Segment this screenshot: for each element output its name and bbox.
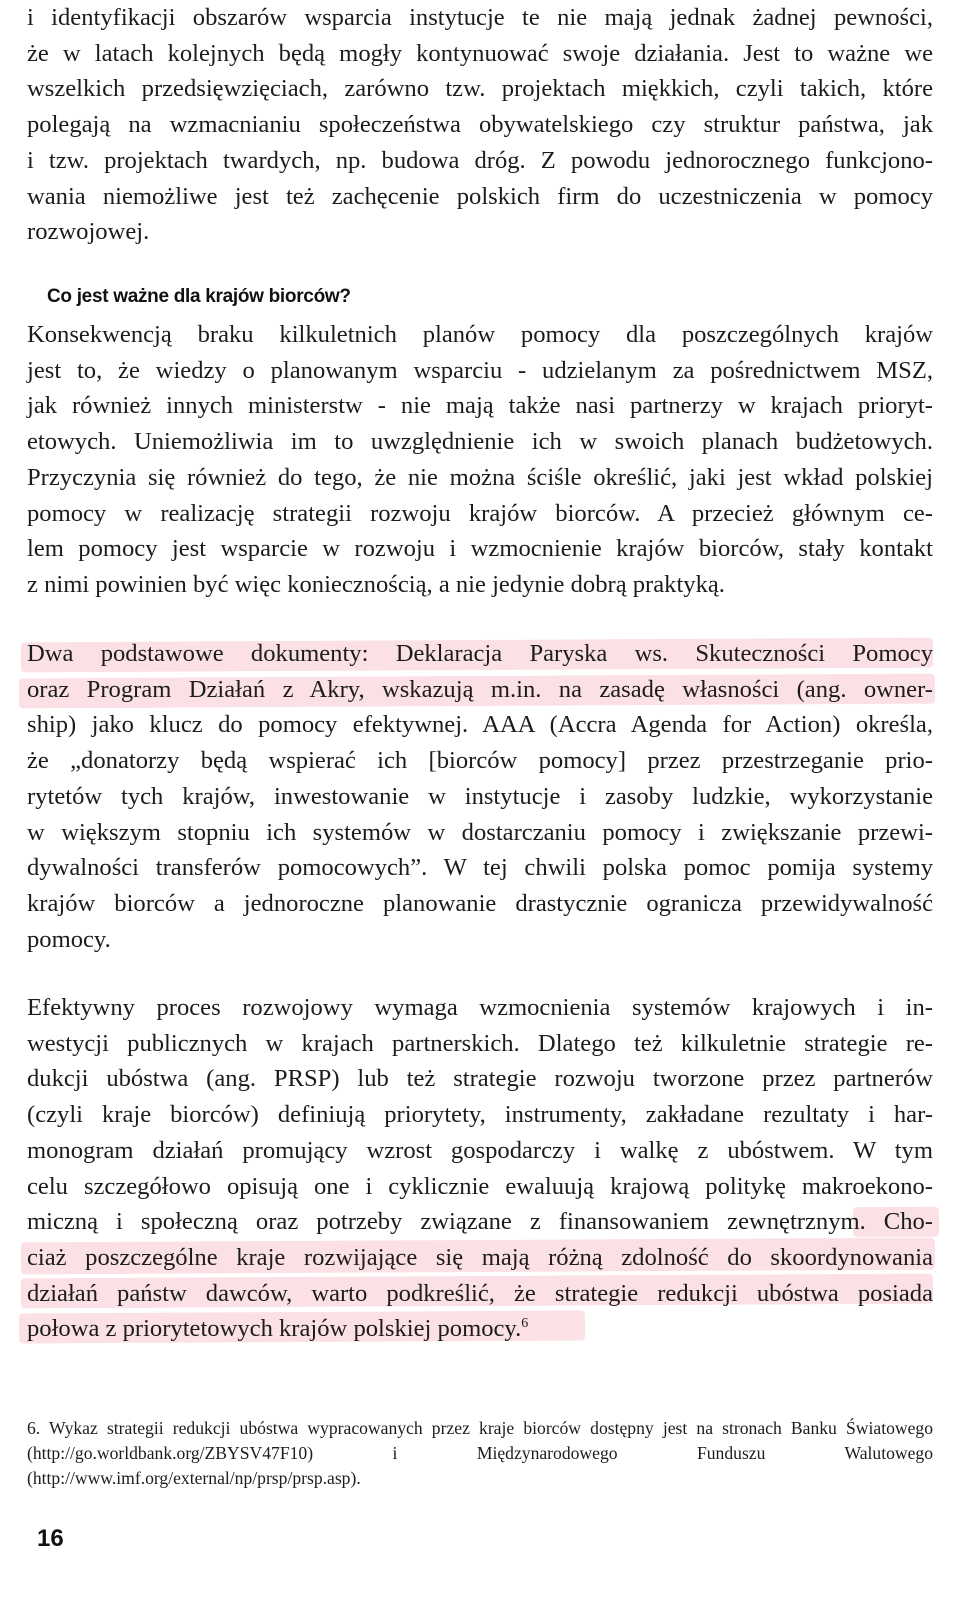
paragraph-3 (27, 636, 933, 957)
text-line: że w latach kolejnych będą mogły kontynuować swoje działania. Jest to ważne we (27, 39, 933, 67)
text-line: i tzw. projektach twardych, np. budowa dróg. Z powodu jednorocznego funkcjono- (27, 146, 933, 174)
text-line: że „donatorzy będą wspierać ich [biorców pomocy] przez przestrzeganie prio- (27, 747, 933, 775)
text-line: etowych. Uniemożliwia im to uwzględnienie ich w swoich planach budżetowych. (27, 428, 933, 456)
text-line: Efektywny proces rozwojowy wymaga wzmocnienia systemów krajowych i in- (27, 994, 933, 1021)
paragraph-4 (27, 990, 933, 1347)
text-line: miczną i społeczną oraz potrzeby związane z finansowaniem zewnętrznym. Cho- (27, 1208, 933, 1236)
text-line: i identyfikacji obszarów wsparcia instytucje te nie mają jednak żadnej pewności, (27, 4, 933, 31)
paragraph-1 (27, 0, 933, 250)
text-line: oraz Program Działań z Akry, wskazują m.in. na zasadę własności (ang. owner- (27, 675, 933, 703)
section-heading: Co jest ważne dla krajów biorców? (47, 286, 351, 307)
text-line: krajów biorców a jednoroczne planowanie drastycznie ogranicza przewidywalność (27, 889, 933, 917)
document-page (27, 0, 933, 1598)
text-line: westycji publicznych w krajach partnerskich. Dlatego też kilkuletnie strategie re- (27, 1029, 933, 1057)
text-line: rozwojowej. (27, 218, 150, 246)
page-number: 16 (37, 1525, 64, 1552)
text-line: monogram działań promujący wzrost gospodarczy i walkę z ubóstwem. W tym (27, 1136, 933, 1164)
text-line: ship) jako klucz do pomocy efektywnej. AAA (Accra Agenda for Action) określa, (27, 711, 933, 739)
text-line: pomocy w realizację strategii rozwoju krajów biorców. A przecież głównym ce- (27, 499, 933, 527)
text-line: Przyczynia się również do tego, że nie można ściśle określić, jaki jest wkład polskiej (27, 463, 933, 491)
paragraph-2 (27, 317, 933, 603)
text-line: polegają na wzmacnianiu społeczeństwa obywatelskiego czy struktur państwa, jak (27, 111, 933, 139)
text-line: ciaż poszczególne kraje rozwijające się mają różną zdolność do skoordynowania (27, 1243, 933, 1271)
text-line: w większym stopniu ich systemów w dostarczaniu pomocy i zwiększanie przewi- (27, 818, 933, 846)
text-line: Dwa podstawowe dokumenty: Deklaracja Paryska ws. Skuteczności Pomocy (27, 640, 933, 667)
text-line: celu szczegółowo opisują one i cyklicznie ewaluują krajową politykę makroekono- (27, 1172, 933, 1200)
text-line: jak również innych ministerstw - nie mają także nasi partnerzy w krajach prioryt- (27, 392, 933, 420)
text-line-content: połowa z priorytetowych krajów polskiej pomocy. (27, 1315, 522, 1343)
text-line: działań państw dawców, warto podkreślić, że strategie redukcji ubóstwa posiada (27, 1279, 933, 1307)
text-line: jest to, że wiedzy o planowanym wsparciu - udzielanym za pośrednictwem MSZ, (27, 356, 933, 384)
text-line: rytetów tych krajów, inwestowanie w instytucje i zasoby ludzkie, wykorzystanie (27, 782, 933, 810)
footnote-reference[interactable]: 6 (521, 1316, 529, 1332)
text-line: (czyli kraje biorców) definiują priorytety, instrumenty, zakładane rezultaty i har- (27, 1101, 933, 1129)
text-line: wania niemożliwe jest też zachęcenie polskich firm do uczestniczenia w pomocy (27, 182, 933, 210)
text-line: lem pomocy jest wsparcie w rozwoju i wzmocnienie krajów biorców, stały kontakt (27, 535, 933, 563)
text-line: z nimi powinien być więc koniecznością, a nie jedynie dobrą praktyką. (27, 570, 725, 598)
text-line: wszelkich przedsięwzięciach, zarówno tzw. projektach miękkich, czyli takich, które (27, 75, 933, 103)
text-line: dukcji ubóstwa (ang. PRSP) lub też strategie rozwoju tworzone przez partnerów (27, 1065, 933, 1093)
text-line: dywalności transferów pomocowych”. W tej chwili polska pomoc pomija systemy (27, 854, 933, 882)
footnote: 6. Wykaz strategii redukcji ubóstwa wypracowanych przez kraje biorców dostępny jest na stronach Banku Światowego (http://go.worldbank.org/ZBYSV47F10) i Międzynarodowego Funduszu Walutowego (http://www.imf.org/external/np/prsp/prsp.asp). (27, 1418, 933, 1488)
text-line: Konsekwencją braku kilkuletnich planów pomocy dla poszczególnych krajów (27, 321, 933, 348)
text-line: pomocy. (27, 925, 111, 953)
text-line (27, 1311, 933, 1347)
